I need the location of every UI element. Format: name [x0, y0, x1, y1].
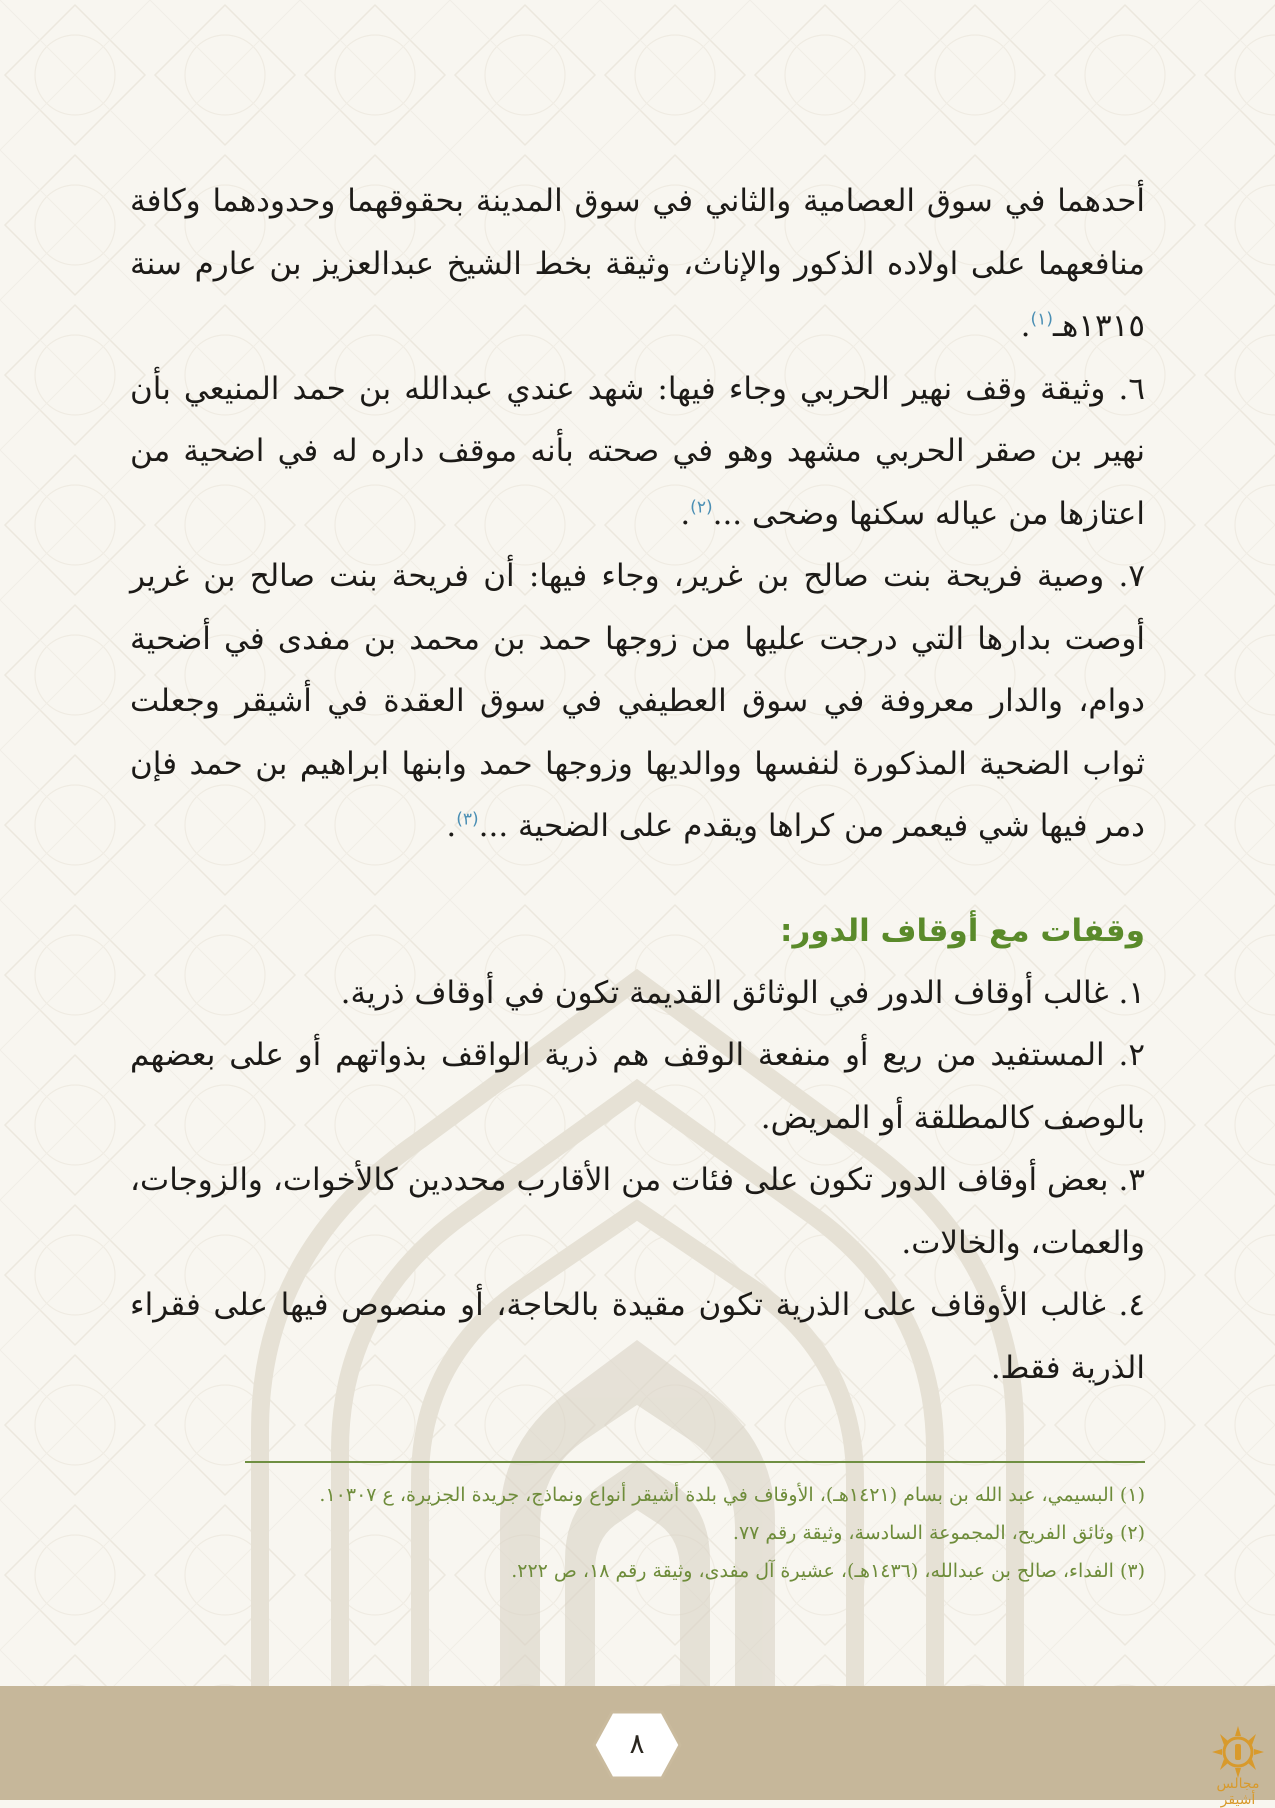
main-text [130, 170, 1145, 1399]
list-item: ٤. غالب الأوقاف على الذرية تكون مقيدة بالحاجة، أو منصوص فيها على فقراء الذرية فقط. [130, 1287, 1145, 1386]
section-heading: وقفات مع أوقاف الدور: [780, 912, 1145, 949]
paragraph-text: ٦. وثيقة وقف نهير الحربي وجاء فيها: شهد عندي عبدالله بن حمد المنيعي بأن نهير بن صقر الحربي مشهد وهو في صحته بأنه موقف داره له في اضحية من اعتازها من عياله سكنها وضحى ... [130, 370, 1145, 532]
list-item: ٣. بعض أوقاف الدور تكون على فئات من الأقارب محددين كالأخوات، والزوجات، والعمات، والخالات. [130, 1162, 1145, 1261]
footnote-1: (١) البسيمي، عبد الله بن بسام (١٤٢١هـ)، الأوقاف في بلدة أشيقر أنواع ونماذج، جريدة الجزيرة، ع ١٠٣٠٧. [319, 1484, 1145, 1506]
page-number: ٨ [629, 1727, 645, 1760]
footnote-2: (٢) وثائق الفريح، المجموعة السادسة، وثيقة رقم ٧٧. [732, 1522, 1145, 1544]
paragraph-2 [130, 358, 1145, 546]
logo-text: مجالس أشيقر [1216, 1776, 1260, 1808]
list-item: ١. غالب أوقاف الدور في الوثائق القديمة تكون في أوقاف ذرية. [340, 974, 1145, 1011]
reference-marker[interactable]: (٢) [690, 497, 713, 518]
paragraph-text: ٧. وصية فريحة بنت صالح بن غرير، وجاء فيها: أن فريحة بنت صالح بن غرير أوصت بدارها التي درجت عليها من زوجها حمد بن محمد بن مفدى في أضحية دوام، والدار معروفة في سوق العطيفي في سوق العقدة في أشيقر وجعلت ثواب الضحية المذكورة لنفسها ووالديها وزوجها حمد وابنها ابراهيم بن حمد فإن دمر فيها شي فيعمر من كراها ويقدم على الضحية ... [130, 558, 1145, 844]
reference-marker[interactable]: (١) [1030, 309, 1053, 330]
paragraph-tail: . [680, 495, 691, 532]
list-item: ٢. المستفيد من ريع أو منفعة الوقف هم ذرية الواقف بذواتهم أو على بعضهم بالوصف كالمطلقة أو المريض. [130, 1037, 1145, 1136]
paragraph-text: أحدهما في سوق العصامية والثاني في سوق المدينة بحقوقهما وحدودهما وكافة منافعهما على اولاده الذكور والإناث، وثيقة بخط الشيخ عبدالعزيز بن عارم سنة ١٣١٥هـ [130, 183, 1145, 344]
footnote-divider [245, 1461, 1145, 1463]
reference-marker[interactable]: (٣) [456, 809, 479, 830]
footnotes [200, 1476, 1145, 1590]
paragraph-tail: . [1020, 308, 1031, 344]
paragraph-tail: . [446, 808, 457, 844]
paragraph-1 [130, 170, 1145, 358]
footnote-3: (٣) الفداء، صالح بن عبدالله، (١٤٣٦هـ)، عشيرة آل مفدى، وثيقة رقم ١٨، ص ٢٢٢. [511, 1560, 1145, 1582]
paragraph-3 [130, 545, 1145, 858]
